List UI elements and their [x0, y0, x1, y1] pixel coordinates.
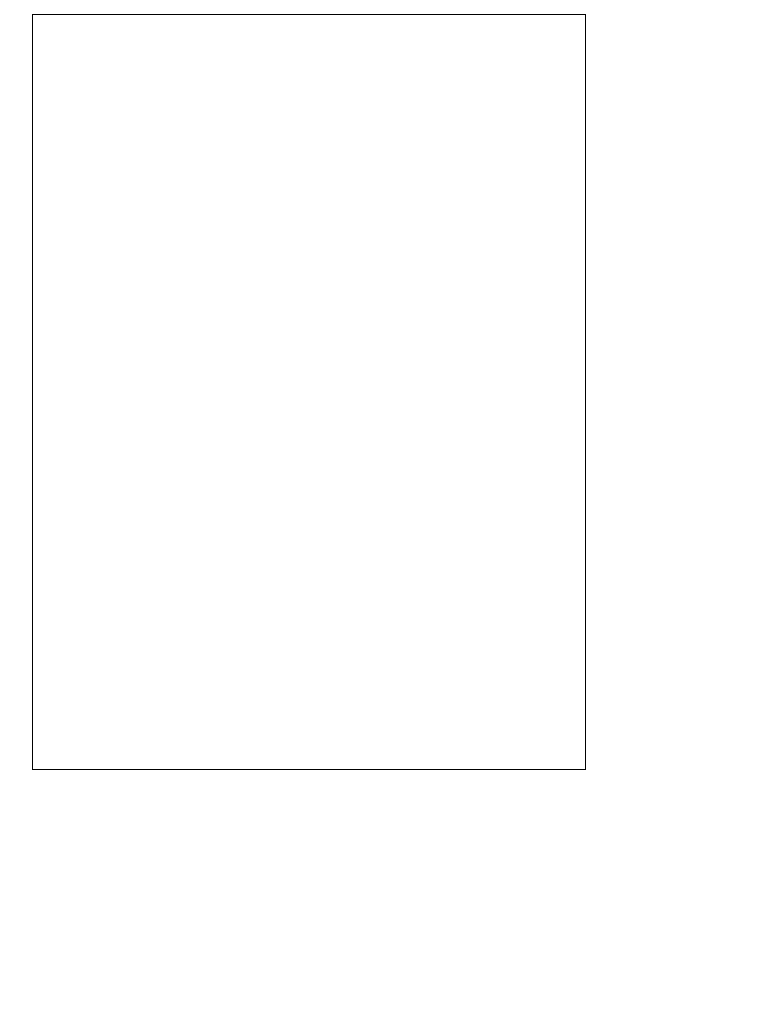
report-sheet	[32, 14, 586, 770]
